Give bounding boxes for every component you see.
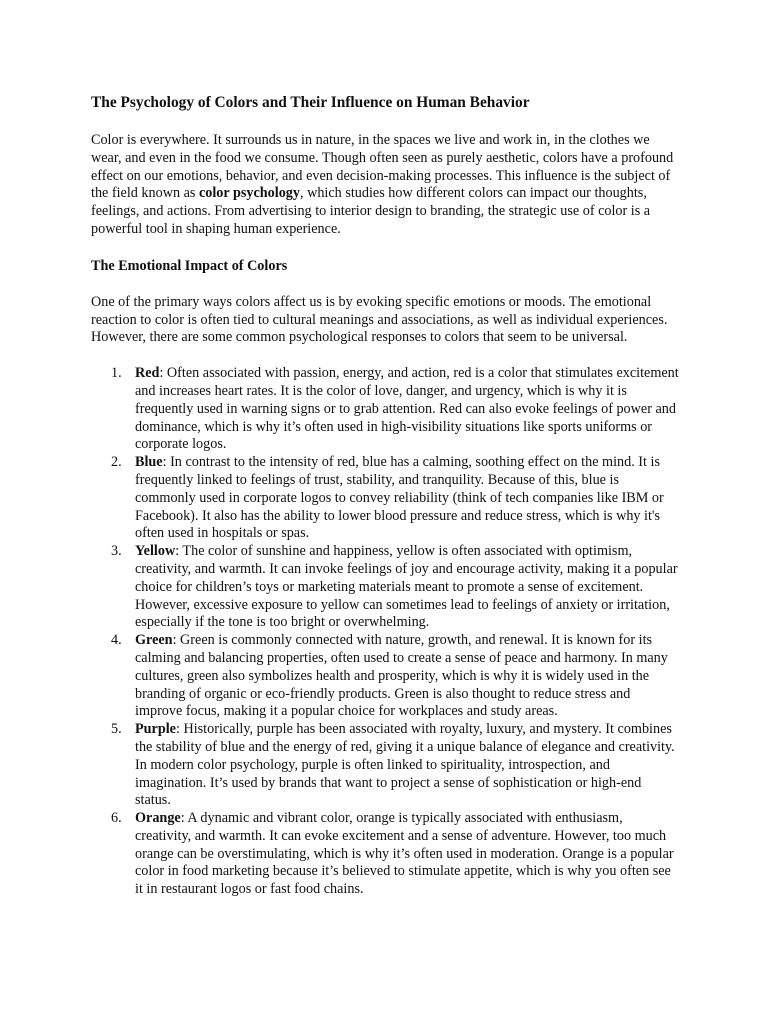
color-description: : Often associated with passion, energy, and action, red is a color that stimulates excitement and increases heart rates. It is the color of love, danger, and urgency, which is why it is frequently used in warning signs or to grab attention. Red can also evoke feelings of power and dominance, which is why it’s often used in high-visibility situations like sports uniforms or corporate logos. — [135, 365, 679, 453]
intro-text-start: Color is everywhere. It surrounds us in nature, in the spaces we live and work in, in the clothes we wear, and even in the food we consume. Though often seen as purely aesthetic, colors have a profound effect on our emotions, behavior, and even decision-making processes. This influence is the subject of the field known as — [91, 132, 674, 202]
list-number: 4. — [111, 632, 122, 649]
intro-paragraph — [91, 132, 679, 239]
list-number: 1. — [111, 365, 122, 382]
list-number: 3. — [111, 543, 122, 560]
color-description: : Historically, purple has been associated with royalty, luxury, and mystery. It combines the stability of blue and the energy of red, giving it a unique balance of elegance and creativity. In modern color psychology, purple is often linked to spirituality, introspection, and imagination. It’s used by brands that want to project a sense of sophistication or high-end status. — [135, 721, 675, 809]
list-item — [91, 454, 679, 543]
color-description: : Green is commonly connected with nature, growth, and renewal. It is known for its calming and balancing properties, often used to create a sense of peace and harmony. In many cultures, green also symbolizes health and prosperity, which is why it is widely used in the branding of organic or eco-friendly products. Green is also thought to reduce stress and improve focus, making it a popular choice for workplaces and study areas. — [135, 632, 668, 720]
list-item — [91, 810, 679, 899]
list-item — [91, 543, 679, 632]
list-item — [91, 632, 679, 721]
list-number: 6. — [111, 810, 122, 827]
list-number: 2. — [111, 454, 122, 471]
section-paragraph: One of the primary ways colors affect us is by evoking specific emotions or moods. The emotional reaction to color is often tied to cultural meanings and associations, as well as individual experiences. However, there are some common psychological responses to colors that seem to be universal. — [91, 293, 668, 346]
color-description: : In contrast to the intensity of red, blue has a calming, soothing effect on the mind. It is frequently linked to feelings of trust, stability, and tranquility. Because of this, blue is commonly used in corporate logos to convey reliability (think of tech companies like IBM or Facebook). It also has the ability to lower blood pressure and reduce stress, which is why it's often used in hospitals or spas. — [135, 454, 664, 542]
color-description: : A dynamic and vibrant color, orange is typically associated with enthusiasm, creativity, and warmth. It can evoke excitement and a sense of adventure. However, too much orange can be overstimulating, which is why it’s often used in moderation. Orange is a popular color in food marketing because it’s believed to stimulate appetite, which is why you often see it in restaurant logos or fast food chains. — [135, 810, 674, 898]
list-item — [91, 365, 679, 454]
color-name: Red — [135, 365, 160, 382]
color-name: Orange — [135, 810, 181, 827]
intro-text-end: , which studies how different colors can impact our thoughts, feelings, and actions. From advertising to interior design to branding, the strategic use of color is a powerful tool in shaping human experience. — [91, 185, 651, 237]
intro-bold-term: color psychology — [198, 185, 300, 202]
color-name: Yellow — [135, 543, 176, 560]
list-item — [91, 721, 679, 810]
section-heading: The Emotional Impact of Colors — [91, 257, 288, 274]
list-number: 5. — [111, 721, 122, 738]
color-list — [91, 365, 679, 899]
color-description: : The color of sunshine and happiness, yellow is often associated with optimism, creativity, and warmth. It can invoke feelings of joy and encourage activity, making it a popular choice for children’s toys or marketing materials meant to promote a sense of excitement. However, excessive exposure to yellow can sometimes lead to feelings of anxiety or irritation, especially if the tone is too bright or overwhelming. — [135, 543, 678, 631]
color-name: Purple — [135, 721, 176, 738]
document-title: The Psychology of Colors and Their Influence on Human Behavior — [91, 94, 530, 111]
color-name: Green — [135, 632, 173, 649]
document-page — [91, 93, 679, 899]
color-name: Blue — [135, 454, 163, 471]
